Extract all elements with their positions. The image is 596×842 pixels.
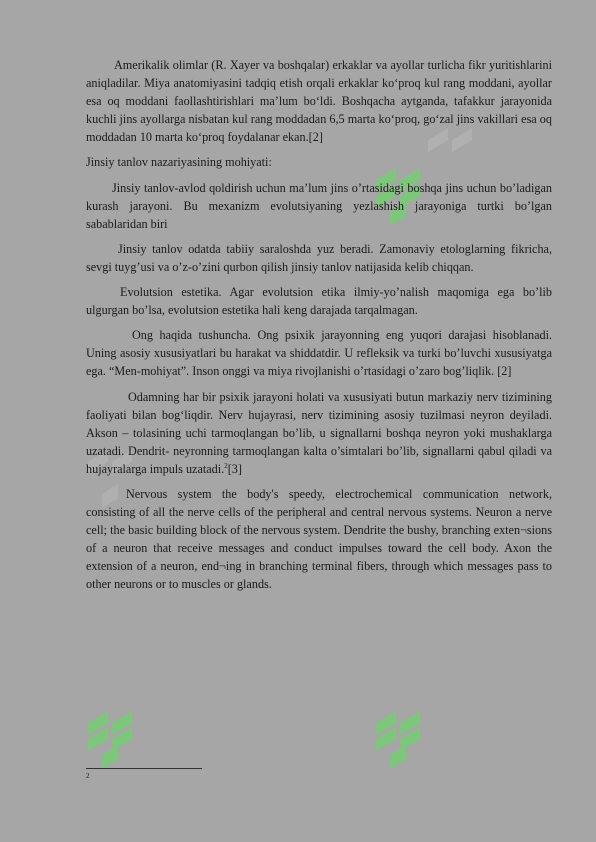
paragraph-sexual-selection: Jinsiy tanlov-avlod qoldirish uchun ma’lum jins o’rtasidagi boshqa jins uchun bo’ladigan kurash jarayoni. Bu mexanizm evolutsiyaning yezlashish jarayoniga turtki bo’lgan sabablaridan biri: [86, 180, 552, 231]
paragraph-natural-selection: Jinsiy tanlov odatda tabiiy saraloshda yuz beradi. Zamonaviy etologlarning fikricha, sevgi tuyg’usi va o’z-o’zini qurbon qilish jinsiy tanlov natijasida kelib chiqqan.: [86, 241, 552, 274]
paragraph-nervous-system-uz: [86, 388, 552, 478]
paragraph-text: Odamning har bir psixik jarayoni holati va xususiyati butun markaziy nerv tizimining faoliyati bilan bog‘liqdir. Nerv hujayrasi, nerv tizimining asosiy tuzilmasi neyron deyiladi. Akson – tolasining uchi tarmoqlangan bo’lib, u signallarni boshqa neyron yoki mushaklarga uzatadi. Dendrit- neyronning tarmoqlangan kalta o’simtalari bo’lib, signallarni qabul qiladi va hujayralarga impuls uzatadi.: [86, 389, 552, 476]
paragraph-evolutionary-aesthetics: Evolutsion estetika. Agar evolutsion etika ilmiy-yo’nalish maqomiga ega bo’lib ulgurgan bo’lsa, evolutsion estetika hali keng darajada tarqalmagan.: [86, 285, 552, 318]
citation: [3]: [227, 461, 242, 476]
paragraph-consciousness: Ong haqida tushuncha. Ong psixik jarayonning eng yuqori darajasi hisoblanadi. Uning asosiy xususiyatlari bu harakat va shiddatdir. U refleksik va turki bo’luvchi xususiyatga ega. “Men-mohiyat”. Inson onggi va miya rivojlanishi o’rtasidagi o’zaro bog’liqlik. [2]: [86, 328, 552, 379]
footnote-ref[interactable]: 2: [224, 461, 228, 470]
paragraph-nervous-system-en: Nervous system the body's speedy, electrochemical communication network, consisting of all the nerve cells of the peripheral and central nervous systems. Neuron a nerve cell; the basic building block of the nervous system. Dendrite the bushy, branching exten¬sions of a neuron that receive messages and conduct impulses toward the cell body. Axon the extension of a neuron, end¬ing in branching terminal fibers, through which messages pass to other neurons or to muscles or glands.: [86, 486, 552, 592]
footnote-number: 2: [86, 772, 90, 780]
logo-watermark-icon: [368, 693, 428, 773]
document-body: [86, 56, 552, 601]
footnote-separator: [86, 768, 202, 769]
paragraph-research: Amerikalik olimlar (R. Xayer va boshqalar) erkaklar va ayollar turlicha fikr yuritishlarini aniqladilar. Miya anatomiyasini tadqiq etish orqali erkaklar ko‘proq kul rang moddani, ayollar esa oq moddani faollashtirishlari ma’lum bo‘ldi. Boshqacha aytganda, tafakkur jarayonida kuchli jins ayollarga nisbatan kul rang moddadan 6,5 marta ko‘proq, go‘zal jins vakillari esa oq moddadan 10 marta ko‘proq foydalanar ekan.[2]: [86, 58, 552, 145]
section-heading: Jinsiy tanlov nazariyasining mohiyati:: [86, 155, 272, 170]
logo-watermark-icon: [80, 693, 140, 773]
